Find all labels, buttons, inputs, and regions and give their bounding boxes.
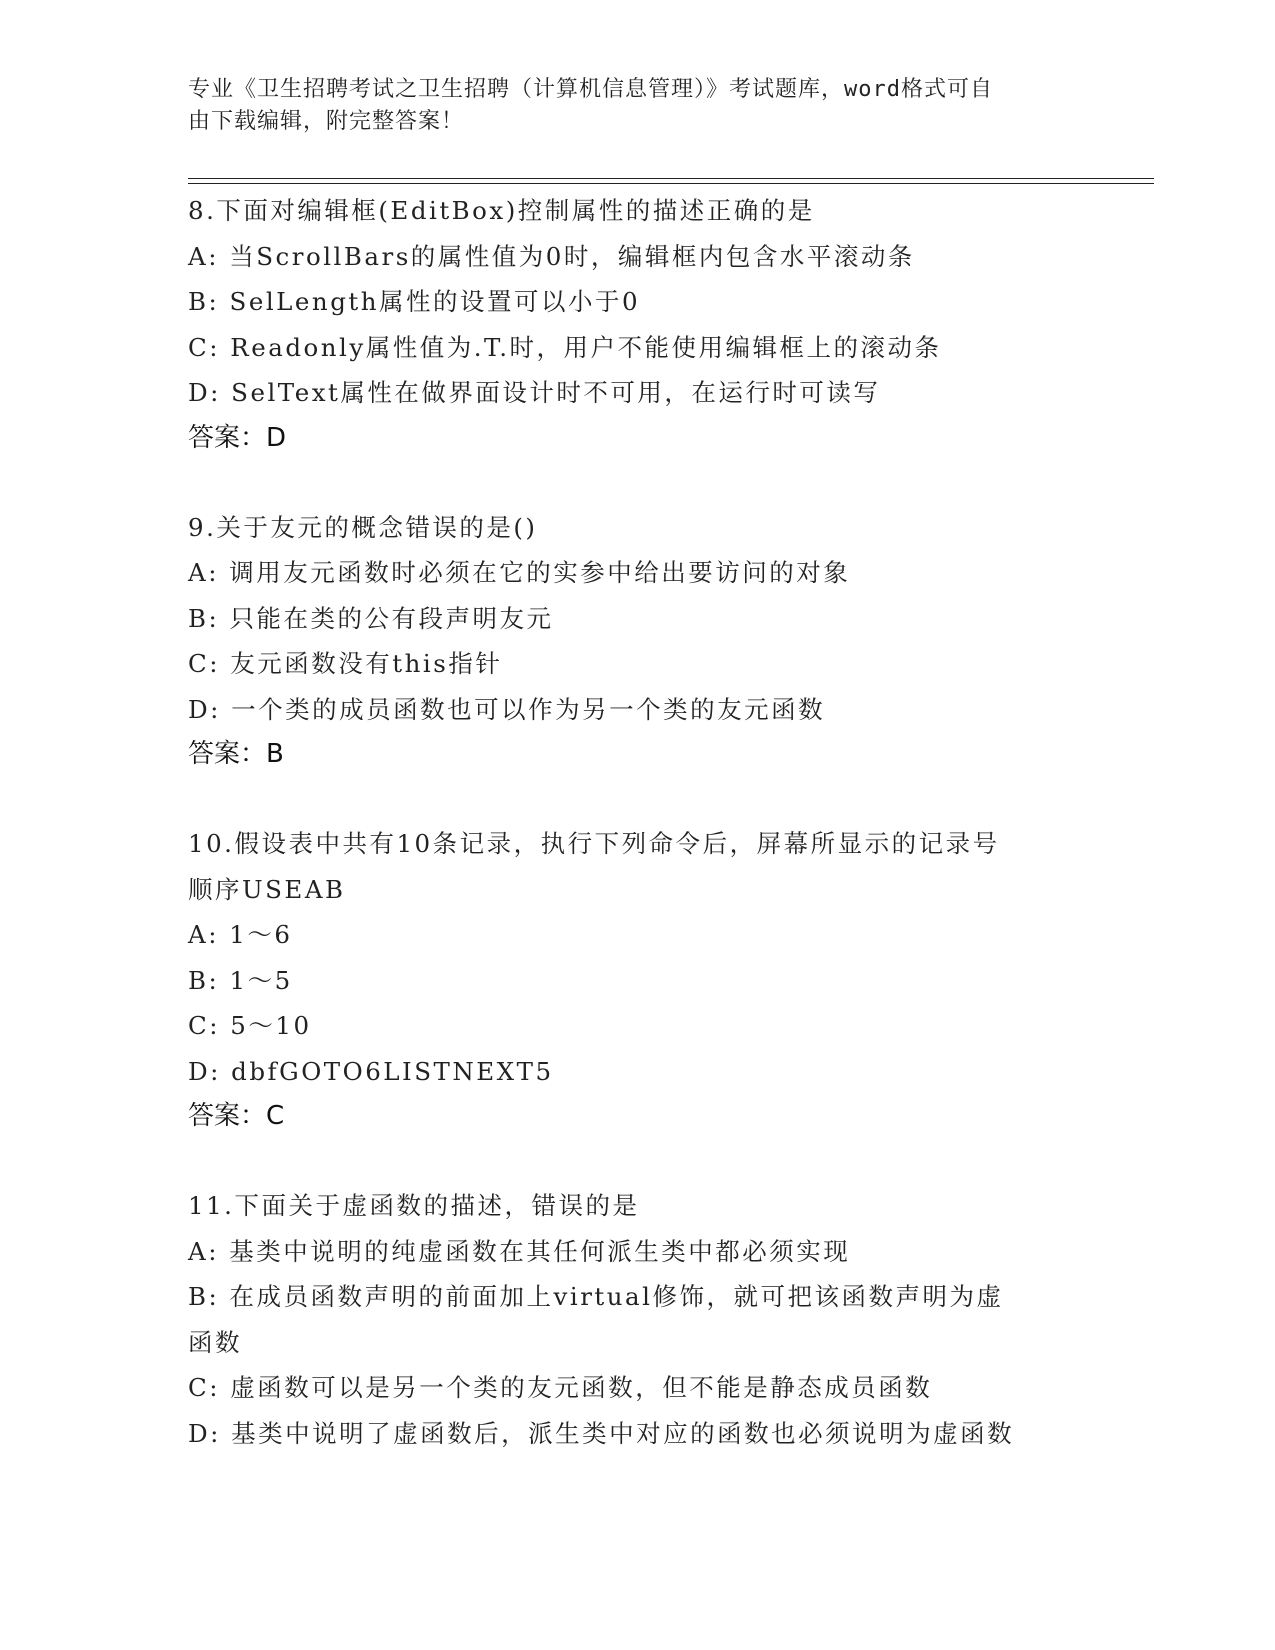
- answer: 答案：C: [188, 1101, 285, 1131]
- option-c: C: 友元函数没有this指针: [188, 649, 503, 678]
- document-header: [188, 74, 1088, 138]
- option-b: B: 1～5: [188, 965, 293, 995]
- question-list: [188, 188, 1118, 1501]
- header-rule-top: [188, 178, 1154, 179]
- option-d: D: 基类中说明了虚函数后，派生类中对应的函数也必须说明为虚函数: [188, 1418, 1015, 1448]
- question-8: [188, 188, 1118, 460]
- option-a: A: 基类中说明的纯虚函数在其任何派生类中都必须实现: [188, 1236, 851, 1266]
- option-b: B: SelLength属性的设置可以小于0: [188, 287, 641, 316]
- option-b: B: 只能在类的公有段声明友元: [188, 603, 554, 633]
- answer: 答案：B: [188, 739, 284, 769]
- question-stem: 10.假设表中共有10条记录，执行下列命令后，屏幕所显示的记录号: [188, 829, 1000, 858]
- option-d: D: SelText属性在做界面设计时不可用，在运行时可读写: [188, 378, 881, 407]
- option-a: A: 当ScrollBars的属性值为0时，编辑框内包含水平滚动条: [188, 241, 915, 271]
- option-d: D: dbfGOTO6LISTNEXT5: [188, 1056, 554, 1086]
- option-b-continued: 函数: [188, 1327, 242, 1357]
- question-9: [188, 505, 1118, 777]
- question-stem: 11.下面关于虚函数的描述，错误的是: [188, 1191, 640, 1220]
- option-d: D: 一个类的成员函数也可以作为另一个类的友元函数: [188, 694, 826, 724]
- question-stem-continued: 顺序USEAB: [188, 874, 346, 904]
- question-stem: 8.下面对编辑框(EditBox)控制属性的描述正确的是: [188, 196, 815, 225]
- question-11: [188, 1183, 1118, 1456]
- option-c: C: 虚函数可以是另一个类的友元函数，但不能是静态成员函数: [188, 1373, 933, 1402]
- header-line-2: 由下载编辑，附完整答案！: [188, 109, 465, 134]
- question-stem: 9.关于友元的概念错误的是(): [188, 512, 538, 542]
- question-10: [188, 821, 1118, 1138]
- answer: 答案：D: [188, 422, 287, 453]
- option-a: A: 1～6: [188, 920, 293, 949]
- option-b: B: 在成员函数声明的前面加上virtual修饰，就可把该函数声明为虚: [188, 1282, 1004, 1311]
- header-rule-bottom: [188, 183, 1154, 184]
- option-a: A: 调用友元函数时必须在它的实参中给出要访问的对象: [188, 558, 851, 587]
- option-c: C: Readonly属性值为.T.时，用户不能使用编辑框上的滚动条: [188, 332, 942, 362]
- option-c: C: 5～10: [188, 1011, 312, 1040]
- header-line-1: 专业《卫生招聘考试之卫生招聘（计算机信息管理）》考试题库，word格式可自: [188, 77, 993, 102]
